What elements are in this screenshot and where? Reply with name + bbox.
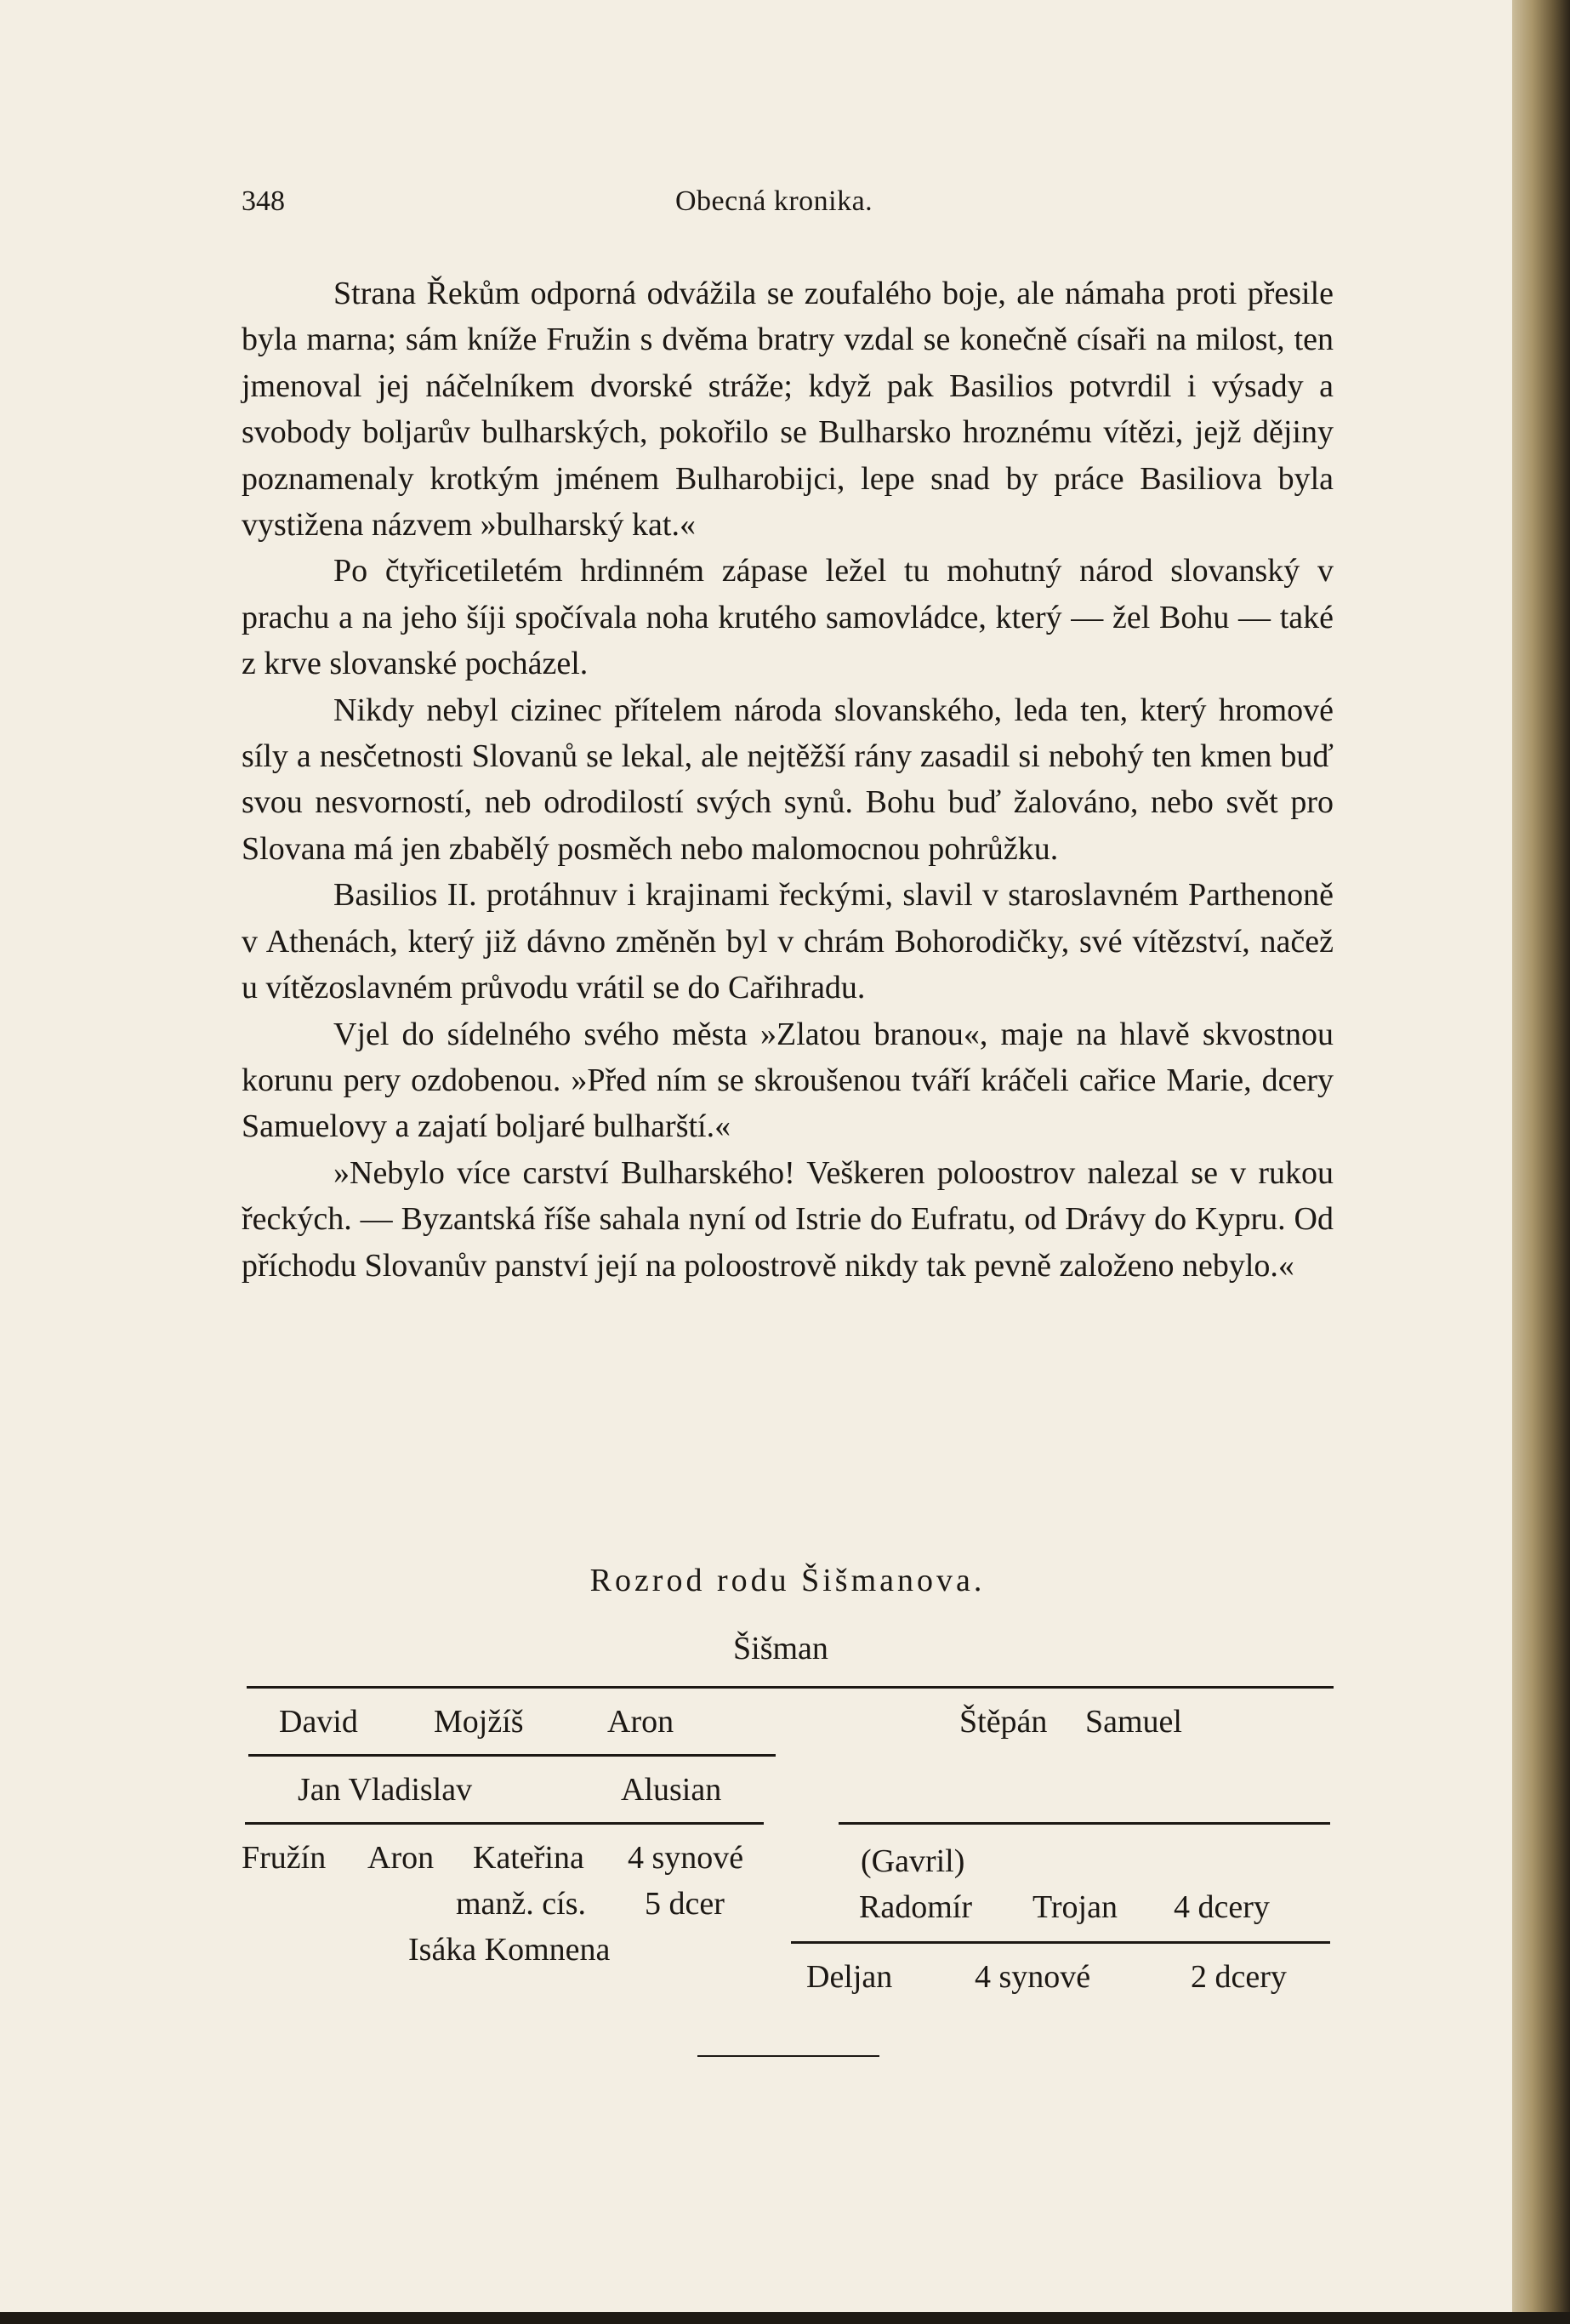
genealogy-person: 4 dcery <box>1174 1889 1270 1925</box>
genealogy-person: Deljan <box>806 1959 893 1995</box>
genealogy-rule-radomir <box>791 1941 1330 1944</box>
genealogy-person: Kateřina <box>473 1840 584 1876</box>
genealogy-person: Jan Vladislav <box>298 1772 473 1808</box>
genealogy-note: manž. cís. <box>456 1886 587 1922</box>
body-text <box>242 271 1334 1289</box>
page-number: 348 <box>242 185 285 217</box>
genealogy-note: 5 dcer <box>645 1886 725 1922</box>
genealogy-person: Aron <box>367 1840 435 1876</box>
genealogy-person: Samuel <box>1085 1704 1182 1740</box>
genealogy-person: Štěpán <box>959 1704 1048 1740</box>
genealogy-root: Šišman <box>733 1631 828 1666</box>
genealogy-person: Mojžíš <box>434 1704 524 1740</box>
genealogy-person: 4 synové <box>975 1959 1091 1995</box>
genealogy-rule-aron <box>248 1754 776 1757</box>
paragraph: Strana Řekům odporná odvážila se zoufalého boje, ale námaha proti přesile byla marna; sám kníže Fružin s dvěma bratry vzdal se konečně císaři na milost, ten jmenoval jej náčelníkem dvorské stráže; když pak Basilios potvrdil i výsady a svobody boljarův bulharských, pokořilo se Bulharsko hroznému vítězi, jejž dějiny poznamenaly krotkým jménem Bulharobijci, lepe snad by práce Basiliova byla vystižena názvem »bulharský kat.« <box>242 276 1334 544</box>
closing-rule <box>697 2055 879 2057</box>
paragraph: Po čtyřicetiletém hrdinném zápase ležel tu mohutný národ slovanský v prachu a na jeho šíji spočívala noha krutého samovládce, který — žel Bohu — také z krve slovanské pocházel. <box>242 553 1334 682</box>
genealogy-title: Rozrod rodu Šišmanova. <box>589 1563 986 1598</box>
paragraph: Nikdy nebyl cizinec přítelem národa slovanského, leda ten, který hromové síly a nesčetnosti Slovanů se lekal, ale nejtěžší rány zasadil si nebohý ten kmen buď svou nesvorností, neb odrodilostí svých synů. Bohu buď žalováno, nebo svět pro Slovana má jen zbabělý posměch nebo malomocnou pohrůžku. <box>242 692 1334 867</box>
genealogy-person: 4 synové <box>628 1840 744 1876</box>
genealogy-rule-root <box>247 1686 1334 1689</box>
genealogy-person: Fružín <box>242 1840 327 1876</box>
genealogy-person: Radomír <box>859 1889 972 1925</box>
genealogy-person: Alusian <box>621 1772 722 1808</box>
page-header <box>242 185 1334 226</box>
genealogy-rule-vladislav <box>245 1822 764 1825</box>
genealogy-person: Aron <box>607 1704 674 1740</box>
paragraph: Basilios II. protáhnuv i krajinami řeckými, slavil v staroslavném Parthenoně v Athenách, který již dávno změněn byl v chrám Bohorodičky, své vítězství, načež u vítězoslavném průvodu vrátil se do Cařihradu. <box>242 877 1334 1006</box>
genealogy-rule-samuel <box>839 1822 1330 1825</box>
genealogy-person: David <box>279 1704 358 1740</box>
running-title: Obecná kronika. <box>675 185 873 217</box>
paragraph: Vjel do sídelného svého města »Zlatou branou«, maje na hlavě skvostnou korunu pery ozdobenou. »Před ním se skroušenou tváří kráčeli cařice Marie, dcery Samuelovy a zajatí boljaré bulharští.« <box>242 1016 1334 1145</box>
genealogy-person: 2 dcery <box>1191 1959 1287 1995</box>
book-binding-edge <box>1512 0 1570 2324</box>
paragraph: »Nebylo více carství Bulharského! Veškeren poloostrov nalezal se v rukou řeckých. — Byzantská říše sahala nyní od Istrie do Eufratu, od Drávy do Kypru. Od příchodu Slovanův panství její na poloostrově nikdy tak pevně založeno nebylo.« <box>242 1154 1334 1284</box>
genealogy-person: Trojan <box>1032 1889 1118 1925</box>
page-bottom-edge <box>0 2312 1570 2324</box>
genealogy-person: (Gavril) <box>861 1843 965 1879</box>
genealogy-note: Isáka Komnena <box>408 1932 611 1968</box>
